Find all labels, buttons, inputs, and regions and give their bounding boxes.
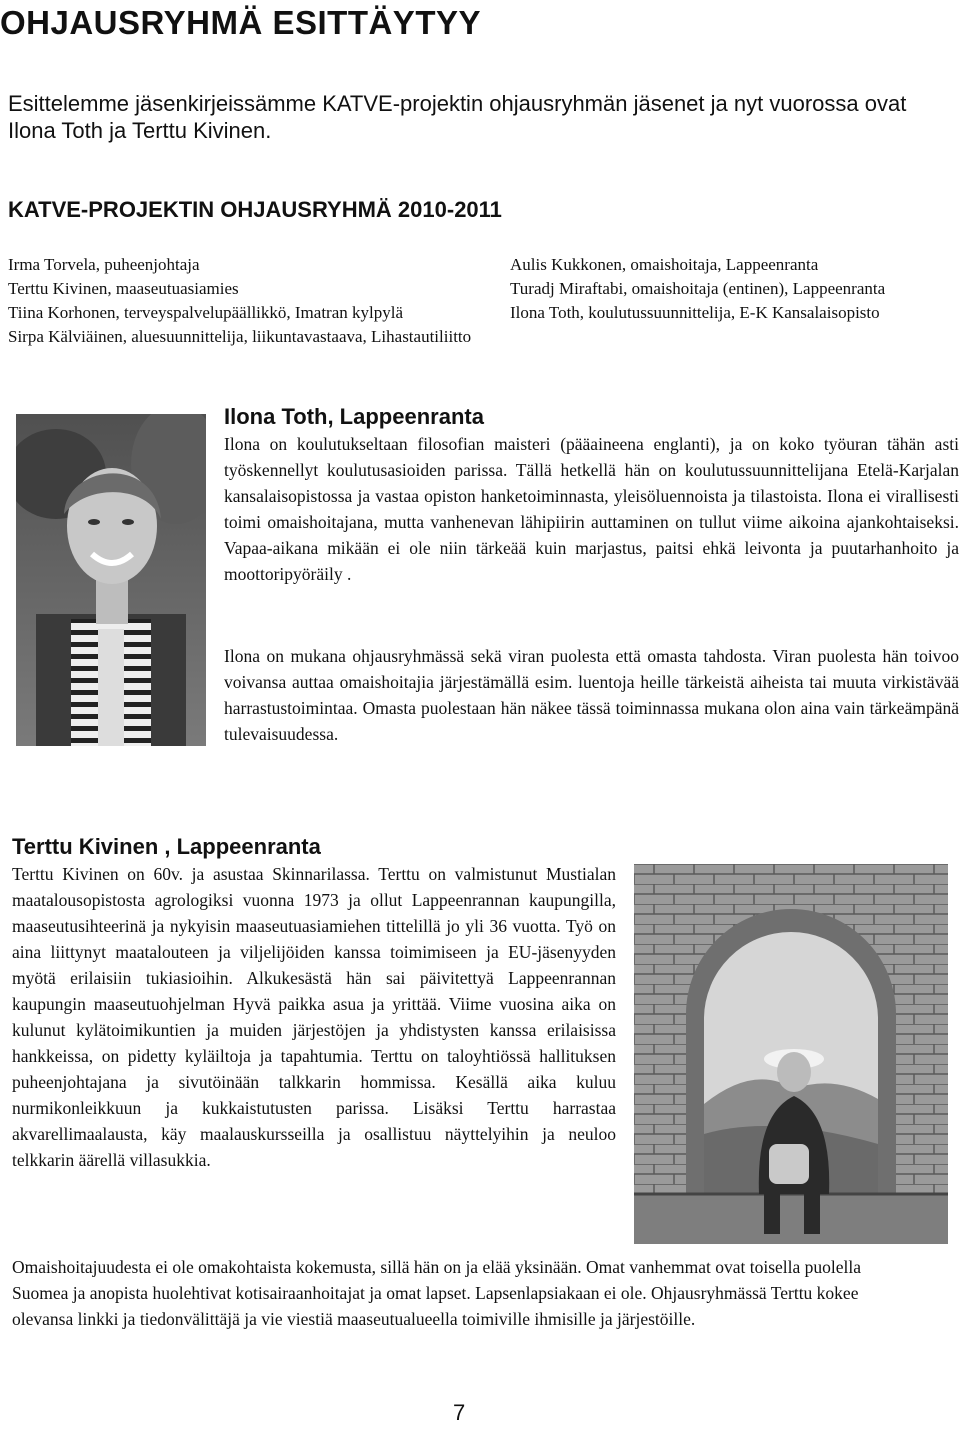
terttu-paragraph-1: Terttu Kivinen on 60v. ja asustaa Skinnarilassa. Terttu on valmistunut Mustialan maatalousopistosta agrologiksi vuonna 1973 ja ollut Lappeenrannan kaupungilla, maaseutusihteerinä ja nykyisin maaseutuasiamiehen tittelillä jo yli 36 vuotta. Työ on aina liittynyt maatalouteen ja viljelijöiden kanssa toimimiseen ja EU-jäsenyyden myötä erilaisiin tukiasioihin. Alkukesästä hän sai päivitettyä Lappeenrannan kaupungin maaseutuohjelman Hyvä paikka asua ja yrittää. Viime vuosina aika on kulunut kylätoimikuntien ja muiden järjestöjen ja yhdistysten kanssa erilaisissa hankkeissa, on pidetty kyläiltoja ja tapahtumia. Terttu on taloyhtiössä hallituksen puheenjohtajana ja sivutöinään talkkarin hommissa. Kesällä aika kuluu nurmikonleikkuun ja kukkaistutusten parissa. Lisäksi Terttu harrastaa akvarellimaalausta, käy maalauskursseilla ja osallistuu näyttelyihin ja neuloo telkkarin äärellä villasukkia. [12, 864, 616, 1170]
member-item: Terttu Kivinen, maaseutuasiamies [8, 279, 239, 298]
ilona-paragraph-1: Ilona on koulutukseltaan filosofian maisteri (pääaineena englanti), ja on koko työuran tähän asti työskennellyt koulutusasioiden parissa. Tällä hetkellä hän on koulutussuunnittelijana Etelä-Karjalan kansalaisopistossa ja vastaa opiston hanketoiminnasta, yleisöluennoista ja tilastoista. Ilona ei virallisesti toimi omaishoitajana, mutta vanhenevan lähipiirin auttaminen on tullut viime aikoina ajankohtaiseksi. Vapaa-aikana mikään ei ole niin tärkeää kuin marjastus, paitsi ehkä leivonta ja puutarhanhoito ja moottoripyöräily . [224, 434, 959, 584]
terttu-paragraph-2: Omaishoitajuudesta ei ole omakohtaista kokemusta, sillä hän on ja elää yksinään. Omat vanhemmat ovat toisella puolella Suomea ja anopista huolehtivat kotisairaanhoitajat ja omat lapset. Lapsenlapsiakaan ei ole. Ohjausryhmässä Terttu kokee olevansa linkki ja tiedonvälittäjä ja vie viestiä maaseutualueella toimiville ihmisille ja järjestöille. [12, 1257, 862, 1329]
member-item: Aulis Kukkonen, omaishoitaja, Lappeenranta [510, 255, 819, 274]
portrait-woman-icon [16, 414, 206, 746]
ilona-photo [16, 414, 206, 746]
intro-text: Esittelemme jäsenkirjeissämme KATVE-projektin ohjausryhmän jäsenet ja nyt vuorossa ovat Ilona Toth ja Terttu Kivinen. [8, 91, 907, 143]
terttu-heading: Terttu Kivinen , Lappeenranta [12, 834, 321, 859]
member-item: Turadj Miraftabi, omaishoitaja (entinen), Lappeenranta [510, 279, 886, 298]
portrait-arch-icon [634, 864, 948, 1244]
ilona-paragraph-2: Ilona on mukana ohjausryhmässä sekä viran puolesta että omasta tahdosta. Viran puolesta hän toivoo voivansa auttaa omaishoitajia järjestämällä esim. luentoja heille tärkeistä aiheista tai muuta virkistävää harrastustoimintaa. Omasta puolestaan hän näkee tässä toiminnassa mukana olon aina vain tärkeämpänä tulevaisuudessa. [224, 646, 959, 744]
page-number: 7 [453, 1400, 466, 1425]
page-title: OHJAUSRYHMÄ ESITTÄYTYY [0, 4, 481, 41]
ilona-heading: Ilona Toth, Lappeenranta [224, 404, 484, 429]
members-left-column [8, 253, 403, 325]
member-item: Sirpa Kälviäinen, aluesuunnittelija, liikuntavastaava, Lihastautiliitto [8, 327, 472, 346]
member-item: Tiina Korhonen, terveyspalvelupäällikkö, Imatran kylpylä [8, 303, 404, 322]
members-right-column [510, 253, 885, 325]
member-item: Irma Torvela, puheenjohtaja [8, 255, 200, 274]
terttu-photo [634, 864, 948, 1244]
member-item: Ilona Toth, koulutussuunnittelija, E-K Kansalaisopisto [510, 303, 880, 322]
group-title: KATVE-PROJEKTIN OHJAUSRYHMÄ 2010-2011 [8, 197, 502, 222]
